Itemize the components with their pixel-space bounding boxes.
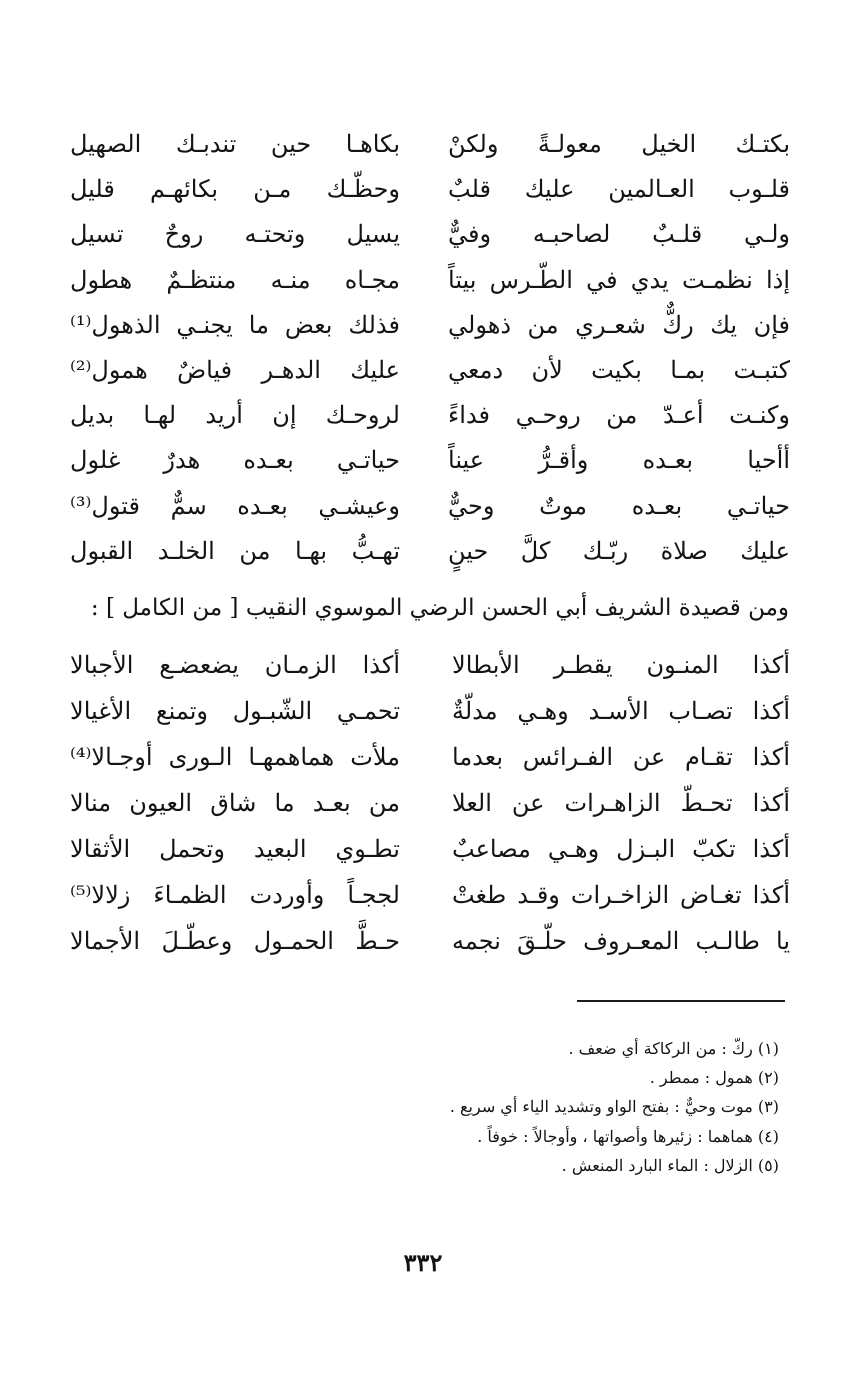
- verse-first-hemistich: حياتـي بعـده موتٌ وحيٌّ: [448, 491, 790, 520]
- verse: [70, 643, 790, 689]
- verse: [70, 348, 790, 393]
- verse-first-hemistich: ولـي قلـبٌ لصاحبـه وفيٌّ: [448, 220, 790, 249]
- verse-first-hemistich: عليك صلاة ربّـك كلَّ حينٍ: [448, 536, 790, 565]
- verse-second-hemistich: أكذا الزمـان يضعضـع الأجبالا: [70, 651, 400, 679]
- verse: [70, 122, 790, 167]
- verse-first-hemistich: فإن يك ركٌّ شعـري من ذهولي: [448, 310, 790, 339]
- verse-second-hemistich: لججـاً وأوردت الظمـاءَ زلالا⁽⁵⁾: [70, 881, 400, 909]
- poem-introduction: ومن قصيدة الشريف أبي الحسن الرضي الموسوي النقيب [ من الكامل ] :: [90, 595, 789, 621]
- verse-first-hemistich: أكذا المنـون يقطـر الأبطالا: [452, 651, 790, 679]
- verse: [70, 781, 790, 827]
- verse-first-hemistich: أكذا تقـام عن الفـرائس بعدما: [452, 743, 790, 771]
- poem-al-radi: [70, 643, 790, 965]
- footnote: (١) ركّ : من الركاكة أي ضعف .: [568, 1039, 779, 1058]
- verse: [70, 529, 790, 574]
- verse-first-hemistich: إذا نظمـت يدي في الطّـرس بيتاً: [448, 265, 790, 294]
- verse-second-hemistich: حياتـي بعـده هدرٌ غلول: [70, 446, 400, 475]
- verse-first-hemistich: أكذا تغـاض الزاخـرات وقـد طغتْ: [452, 881, 790, 909]
- verse-first-hemistich: وكنـت أعـدّ من روحـي فداءً: [448, 401, 790, 430]
- verse-first-hemistich: بكتـك الخيل معولـةً ولكنْ: [448, 130, 790, 158]
- verse-second-hemistich: وعيشـي بعـده سمٌّ قتول⁽³⁾: [70, 491, 400, 520]
- verse-first-hemistich: أكذا تحـطّ الزاهـرات عن العلا: [452, 789, 790, 817]
- verse-first-hemistich: أأحيا بعـده وأقـرُّ عيناً: [448, 446, 790, 475]
- verse: [70, 167, 790, 212]
- verse: [70, 484, 790, 529]
- verse-second-hemistich: ملأت هماهمهـا الـورى أوجـالا⁽⁴⁾: [70, 743, 400, 771]
- verse-second-hemistich: لروحـك إن أريد لهـا بديل: [70, 401, 400, 430]
- verse: [70, 689, 790, 735]
- verse: [70, 303, 790, 348]
- verse-second-hemistich: بكاهـا حين تندبـك الصهيل: [70, 130, 400, 158]
- footnote-separator: [577, 1000, 785, 1002]
- verse-second-hemistich: تحمـي الشّبـول وتمنع الأغيالا: [70, 697, 400, 725]
- verse: [70, 393, 790, 438]
- verse-second-hemistich: مجـاه منـه منتظـمٌ هطول: [70, 265, 400, 294]
- verse-first-hemistich: يا طالـب المعـروف حلّـقَ نجمه: [452, 927, 790, 955]
- poem-elegy: [70, 122, 790, 574]
- verse-second-hemistich: تطـوي البعيد وتحمل الأثقالا: [70, 835, 400, 863]
- footnote: (٣) موت وحيٌّ : بفتح الواو وتشديد الياء أي سريع .: [449, 1097, 779, 1117]
- verse-first-hemistich: أكذا تكبّ البـزل وهـي مصاعبٌ: [452, 835, 790, 863]
- footnote: (٤) هماهما : زئيرها وأصواتها ، وأوجالاً : خوفاً .: [477, 1126, 779, 1146]
- footnote: (٢) همول : ممطر .: [649, 1068, 779, 1088]
- verse: [70, 735, 790, 781]
- verse-second-hemistich: فذلك بعض ما يجنـي الذهول⁽¹⁾: [70, 310, 400, 339]
- footnote: (٥) الزلال : الماء البارد المنعش .: [561, 1155, 779, 1175]
- verse-second-hemistich: عليك الدهـر فياضٌ همول⁽²⁾: [70, 355, 400, 384]
- verse-first-hemistich: قلـوب العـالمين عليك قلبٌ: [448, 175, 790, 204]
- footnotes: [179, 1034, 779, 1180]
- verse: [70, 258, 790, 303]
- verse-first-hemistich: كتبـت بمـا بكيت لأن دمعي: [448, 355, 790, 384]
- verse: [70, 873, 790, 919]
- verse-second-hemistich: يسيل وتحتـه روحٌ تسيل: [70, 220, 400, 249]
- verse: [70, 438, 790, 483]
- verse-first-hemistich: أكذا تصـاب الأسـد وهـي مدلّةٌ: [452, 697, 790, 725]
- verse-second-hemistich: تهـبُّ بهـا من الخلـد القبول: [70, 536, 400, 565]
- verse: [70, 827, 790, 873]
- verse-second-hemistich: من بعـد ما شاق العيون منالا: [70, 789, 400, 817]
- verse-second-hemistich: حـطَّ الحمـول وعطّـلَ الأجمالا: [70, 927, 400, 955]
- page-number: ٣٣٢: [403, 1248, 443, 1277]
- verse: [70, 212, 790, 257]
- verse-second-hemistich: وحظّـك مـن بكائهـم قليل: [70, 175, 400, 204]
- verse: [70, 919, 790, 965]
